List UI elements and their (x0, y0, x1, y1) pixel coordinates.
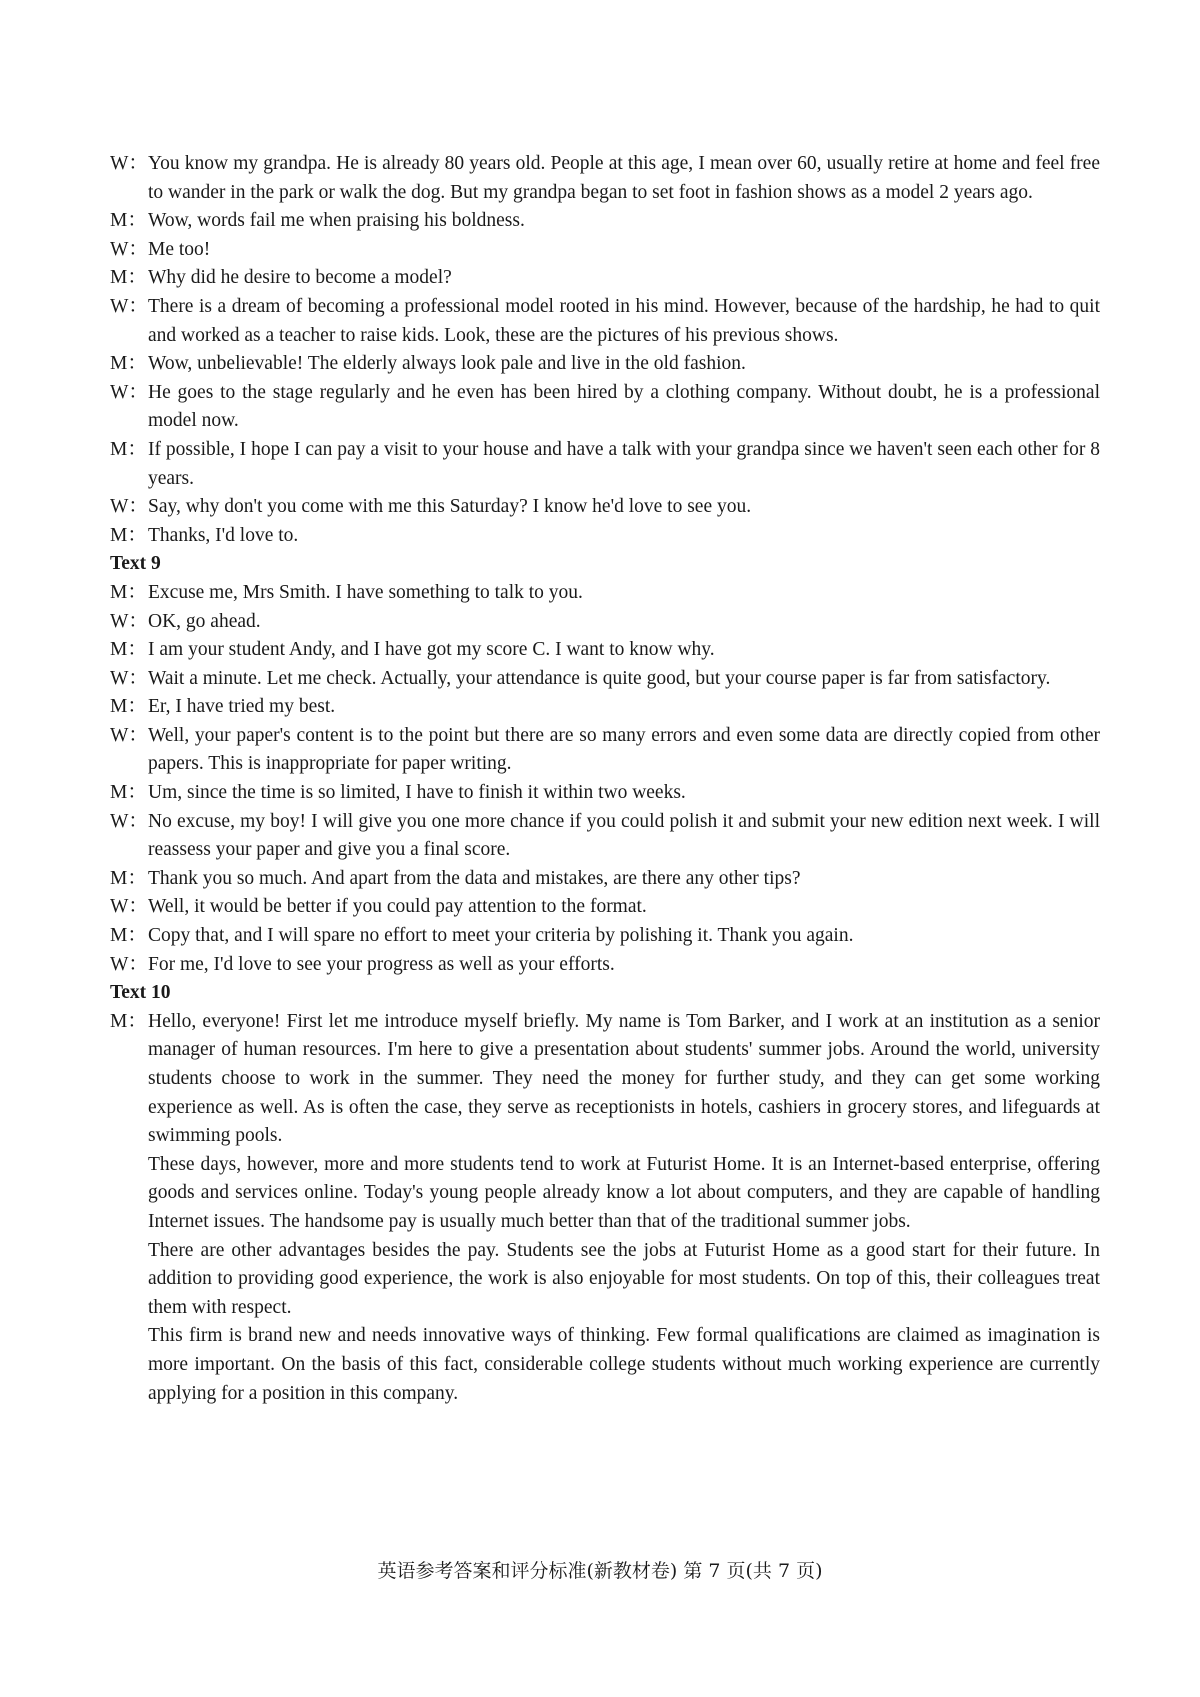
dialogue-text: He goes to the stage regularly and he even has been hired by a clothing company. Without doubt, he is a professional model now. (148, 381, 1100, 432)
monologue-paragraph: There are other advantages besides the pay. Students see the jobs at Futurist Home as a good start for their future. In addition to providing good experience, the work is also enjoyable for most students. On top of this, their colleagues treat them with respect. (148, 1239, 1100, 1318)
speaker-label: W： (110, 496, 148, 518)
dialogue-text: I am your student Andy, and I have got my score C. I want to know why. (148, 639, 715, 661)
dialogue-line (110, 207, 1100, 236)
dialogue-line (110, 608, 1100, 637)
dialogue-text: OK, go ahead. (148, 610, 261, 632)
speaker-label: M： (110, 1010, 147, 1032)
dialogue-text: Wow, unbelievable! The elderly always look pale and live in the old fashion. (148, 353, 746, 375)
monologue-paragraph: These days, however, more and more students tend to work at Futurist Home. It is an Internet-based enterprise, offering goods and services online. Today's young people already know a lot about computers, and they are capable of handling Internet issues. The handsome pay is usually much better than that of the traditional summer jobs. (148, 1153, 1100, 1232)
monologue-paragraph: This firm is brand new and needs innovative ways of thinking. Few formal qualifications are claimed as imagination is more important. On the basis of this fact, considerable college students without much working experience are currently applying for a position in this company. (148, 1325, 1100, 1404)
section-heading-text9: Text 9 (110, 553, 161, 575)
dialogue-text: For me, I'd love to see your progress as well as your efforts. (148, 953, 615, 975)
speaker-label: M： (110, 210, 147, 232)
dialogue-line (110, 379, 1100, 436)
dialogue-line (110, 636, 1100, 665)
dialogue-line (110, 579, 1100, 608)
dialogue-line (110, 665, 1100, 694)
speaker-label: W： (110, 295, 148, 317)
dialogue-text: Copy that, and I will spare no effort to meet your criteria by polishing it. Thank you again. (148, 925, 854, 947)
speaker-label: W： (110, 896, 148, 918)
dialogue-line (110, 264, 1100, 293)
dialogue-line (110, 893, 1100, 922)
dialogue-text: Thanks, I'd love to. (148, 524, 299, 546)
dialogue-line (110, 493, 1100, 522)
speaker-label: W： (110, 610, 148, 632)
page-footer: 英语参考答案和评分标准(新教材卷) 第 7 页(共 7 页) (377, 1560, 823, 1582)
speaker-label: M： (110, 581, 147, 603)
dialogue-text: No excuse, my boy! I will give you one more chance if you could polish it and submit your new edition next week. I will reassess your paper and give you a final score. (148, 810, 1100, 861)
section-heading-text10: Text 10 (110, 982, 171, 1004)
speaker-label: W： (110, 381, 148, 403)
page-content (110, 150, 1100, 1408)
dialogue-text: Me too! (148, 238, 211, 260)
speaker-label: W： (110, 238, 148, 260)
dialogue-line (110, 150, 1100, 207)
dialogue-line (110, 436, 1100, 493)
text8-dialogue (110, 150, 1100, 550)
dialogue-line (110, 350, 1100, 379)
dialogue-text: You know my grandpa. He is already 80 years old. People at this age, I mean over 60, usually retire at home and feel free to wander in the park or walk the dog. But my grandpa began to set foot in fashion shows as a model 2 years ago. (148, 153, 1100, 203)
dialogue-text: Thank you so much. And apart from the data and mistakes, are there any other tips? (148, 867, 801, 889)
dialogue-text: Why did he desire to become a model? (148, 267, 452, 289)
dialogue-text: Wait a minute. Let me check. Actually, your attendance is quite good, but your course paper is far from satisfactory. (148, 667, 1051, 689)
dialogue-line (110, 808, 1100, 865)
speaker-label: W： (110, 810, 148, 832)
speaker-label: M： (110, 696, 147, 718)
speaker-label: M： (110, 639, 147, 661)
dialogue-line (110, 922, 1100, 951)
speaker-label: W： (110, 953, 148, 975)
text10-monologue (110, 1008, 1100, 1408)
speaker-label: M： (110, 925, 147, 947)
dialogue-text: Um, since the time is so limited, I have to finish it within two weeks. (148, 782, 686, 804)
dialogue-text: If possible, I hope I can pay a visit to your house and have a talk with your grandpa since we haven't seen each other for 8 years. (148, 438, 1100, 489)
speaker-label: W： (110, 667, 148, 689)
dialogue-text: Well, your paper's content is to the point but there are so many errors and even some data are directly copied from other papers. This is inappropriate for paper writing. (148, 724, 1100, 775)
speaker-label: W： (110, 724, 148, 746)
speaker-label: M： (110, 524, 147, 546)
dialogue-text: Er, I have tried my best. (148, 696, 336, 718)
dialogue-line (110, 722, 1100, 779)
text10-paragraphs (110, 1008, 1100, 1408)
speaker-label: M： (110, 353, 147, 375)
monologue-paragraph: Hello, everyone! First let me introduce myself briefly. My name is Tom Barker, and I work at an institution as a senior manager of human resources. I'm here to give a presentation about students' summer jobs. Around the world, university students choose to work in the summer. They need the money for further study, and they can get some working experience as well. As is often the case, they serve as receptionists in hotels, cashiers in grocery stores, and lifeguards at swimming pools. (148, 1010, 1100, 1147)
dialogue-line (110, 865, 1100, 894)
speaker-label: M： (110, 438, 147, 460)
dialogue-text: Wow, words fail me when praising his boldness. (148, 210, 525, 232)
dialogue-line (110, 951, 1100, 980)
dialogue-text: Say, why don't you come with me this Saturday? I know he'd love to see you. (148, 496, 752, 518)
dialogue-text: Well, it would be better if you could pay attention to the format. (148, 896, 647, 918)
text9-dialogue (110, 579, 1100, 979)
speaker-label: W： (110, 153, 148, 174)
dialogue-line (110, 293, 1100, 350)
speaker-label: M： (110, 867, 147, 889)
dialogue-text: There is a dream of becoming a professional model rooted in his mind. However, because of the hardship, he had to quit and worked as a teacher to raise kids. Look, these are the pictures of his previous shows. (148, 295, 1100, 346)
speaker-label: M： (110, 267, 147, 289)
dialogue-line (110, 779, 1100, 808)
dialogue-line (110, 693, 1100, 722)
speaker-label: M： (110, 782, 147, 804)
dialogue-line (110, 236, 1100, 265)
dialogue-line (110, 522, 1100, 551)
dialogue-text: Excuse me, Mrs Smith. I have something to talk to you. (148, 581, 583, 603)
